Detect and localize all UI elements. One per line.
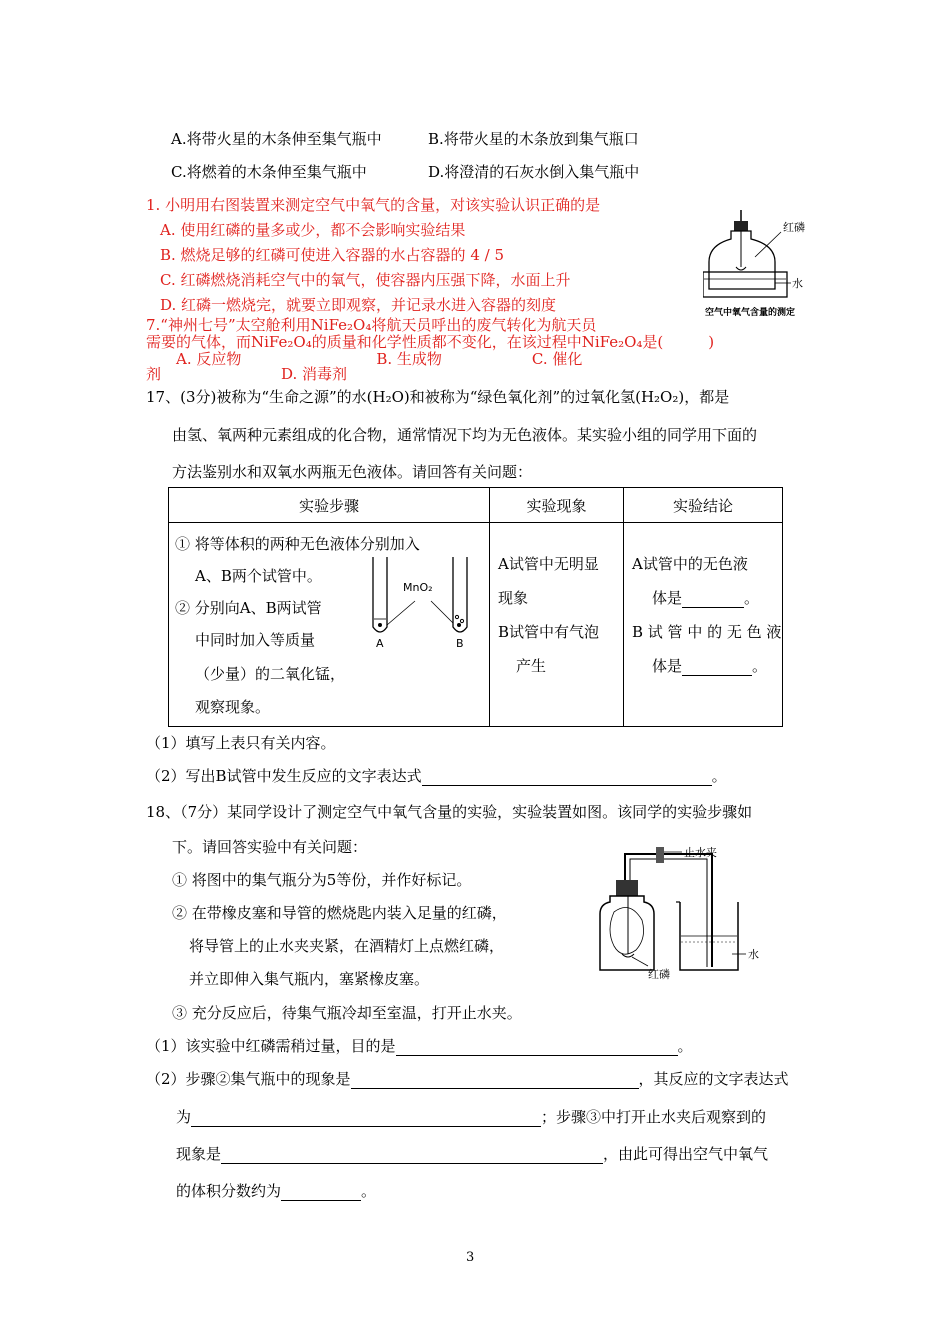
red-phosphorus-label: 红磷 — [783, 221, 805, 234]
q18-line2: 下。请回答实验中有关问题： — [172, 838, 368, 856]
water-label-2: 水 — [748, 948, 759, 961]
phenomenon-b-cont: 产生 — [516, 657, 547, 675]
q18-sub1: （1）该实验中红磷需稍过量，目的是 。 — [146, 1037, 693, 1055]
q18-sub2-line3: 现象是 ，由此可得出空气中氧气 — [176, 1145, 769, 1163]
option-a-prev: A.将带火星的木条伸至集气瓶中 — [171, 130, 382, 148]
step-2-cont1: 中同时加入等质量 — [195, 631, 316, 649]
header-phenomena: 实验现象 — [490, 488, 624, 523]
conclusion-a: A试管中的无色液 — [632, 555, 748, 573]
q17-line2: 由氢、氧两种元素组成的化合物，通常情况下均为无色液体。某实验小组的同学用下面的 — [172, 426, 758, 444]
steps-cell — [169, 523, 490, 727]
option-b-prev: B.将带火星的木条放到集气瓶口 — [428, 130, 639, 148]
conclusion-a-blank-line: 体是 。 — [652, 589, 760, 607]
q18-sub2-line4: 的体积分数约为 。 — [176, 1182, 377, 1200]
q18-step1: ① 将图中的集气瓶分为5等份，并作好标记。 — [172, 871, 472, 889]
q1-option-c: C. 红磷燃烧消耗空气中的氧气，使容器内压强下降，水面上升 — [160, 271, 571, 289]
phenomenon-blank[interactable] — [351, 1072, 639, 1089]
volume-fraction-blank[interactable] — [281, 1184, 361, 1201]
q18-step2-cont2: 并立即伸入集气瓶内，塞紧橡皮塞。 — [189, 970, 430, 988]
tube-b-label: B — [456, 637, 464, 650]
phenomenon-a-cont: 现象 — [498, 589, 529, 607]
conclusion-a-blank[interactable] — [682, 591, 744, 608]
purpose-blank[interactable] — [396, 1039, 678, 1056]
clip-label: 止水夹 — [684, 846, 717, 859]
reaction-expression-blank[interactable] — [422, 769, 712, 786]
observation-blank[interactable] — [221, 1147, 603, 1164]
oxygen-measurement-figure — [703, 207, 813, 322]
option-c-prev: C.将燃着的木条伸至集气瓶中 — [171, 163, 367, 181]
conclusion-b-blank[interactable] — [682, 659, 752, 676]
mno2-label: MnO₂ — [403, 581, 433, 594]
experiment-table — [168, 487, 783, 727]
q18-step3: ③ 充分反应后，待集气瓶冷却至室温，打开止水夹。 — [172, 1004, 522, 1022]
test-tubes-figure — [365, 553, 475, 653]
q17-sub2: （2）写出B试管中发生反应的文字表达式 。 — [146, 767, 727, 785]
q18-line1: 18、（7分）某同学设计了测定空气中氧气含量的实验，实验装置如图。该同学的实验步骤如 — [146, 803, 753, 821]
figure-caption: 空气中氧气含量的测定 — [705, 308, 796, 318]
water-label: 水 — [792, 277, 803, 290]
conclusion-b-blank-line: 体是 。 — [652, 657, 768, 675]
red-phosphorus-label-2: 红磷 — [648, 968, 670, 981]
header-steps: 实验步骤 — [169, 488, 490, 523]
q17-line3: 方法鉴别水和双氧水两瓶无色液体。请回答有关问题： — [172, 463, 533, 481]
phenomena-cell — [490, 523, 624, 727]
q18-sub2-line2: 为 ；步骤③中打开止水夹后观察到的 — [176, 1108, 767, 1126]
page-number: 3 — [466, 1250, 475, 1265]
q18-step2-cont1: 将导管上的止水夹夹紧，在酒精灯上点燃红磷， — [189, 937, 505, 955]
q7-options-cont: 剂 D. 消毒剂 — [146, 365, 348, 383]
step-2: ② 分别向A、B两试管 — [175, 599, 322, 617]
q17-line1: 17、(3分)被称为“生命之源”的水(H₂O)和被称为“绿色氧化剂”的过氧化氢(H₂O₂)，都是 — [146, 388, 730, 406]
q7-options: A. 反应物 B. 生成物 C. 催化 — [146, 350, 583, 368]
step-2-cont3: 观察现象。 — [195, 698, 271, 716]
q1-option-d: D. 红磷一燃烧完，就要立即观察，并记录水进入容器的刻度 — [160, 296, 557, 314]
conclusion-b: B 试 管 中 的 无 色 液 — [632, 623, 782, 641]
phenomenon-b: B试管中有气泡 — [498, 623, 600, 641]
option-d-prev: D.将澄清的石灰水倒入集气瓶中 — [428, 163, 640, 181]
conclusions-cell — [624, 523, 783, 727]
q17-sub1: （1）填写上表只有关内容。 — [146, 734, 336, 752]
q18-sub2-line1: （2）步骤②集气瓶中的现象是 ，其反应的文字表达式 — [146, 1070, 789, 1088]
q7-line1: 7.“神州七号”太空舱利用NiFe₂O₄将航天员呼出的废气转化为航天员 — [146, 316, 597, 334]
phenomenon-a: A试管中无明显 — [498, 555, 599, 573]
word-equation-blank[interactable] — [191, 1110, 541, 1127]
step-1: ① 将等体积的两种无色液体分别加入 — [175, 535, 420, 553]
apparatus-figure — [592, 842, 772, 984]
step-2-cont2: （少量）的二氧化锰， — [195, 665, 346, 683]
q1-option-a: A. 使用红磷的量多或少，都不会影响实验结果 — [160, 221, 466, 239]
tube-a-label: A — [376, 637, 384, 650]
q1-option-b: B. 燃烧足够的红磷可使进入容器的水占容器的 4 / 5 — [160, 246, 505, 264]
q7-line2: 需要的气体，而NiFe₂O₄的质量和化学性质都不变化，在该过程中NiFe₂O₄是( ) — [146, 333, 715, 351]
header-conclusions: 实验结论 — [624, 488, 783, 523]
q18-step2: ② 在带橡皮塞和导管的燃烧匙内装入足量的红磷， — [172, 904, 507, 922]
step-1-cont: A、B两个试管中。 — [195, 567, 322, 585]
q1-stem: 1. 小明用右图装置来测定空气中氧气的含量，对该实验认识正确的是 — [146, 196, 601, 214]
